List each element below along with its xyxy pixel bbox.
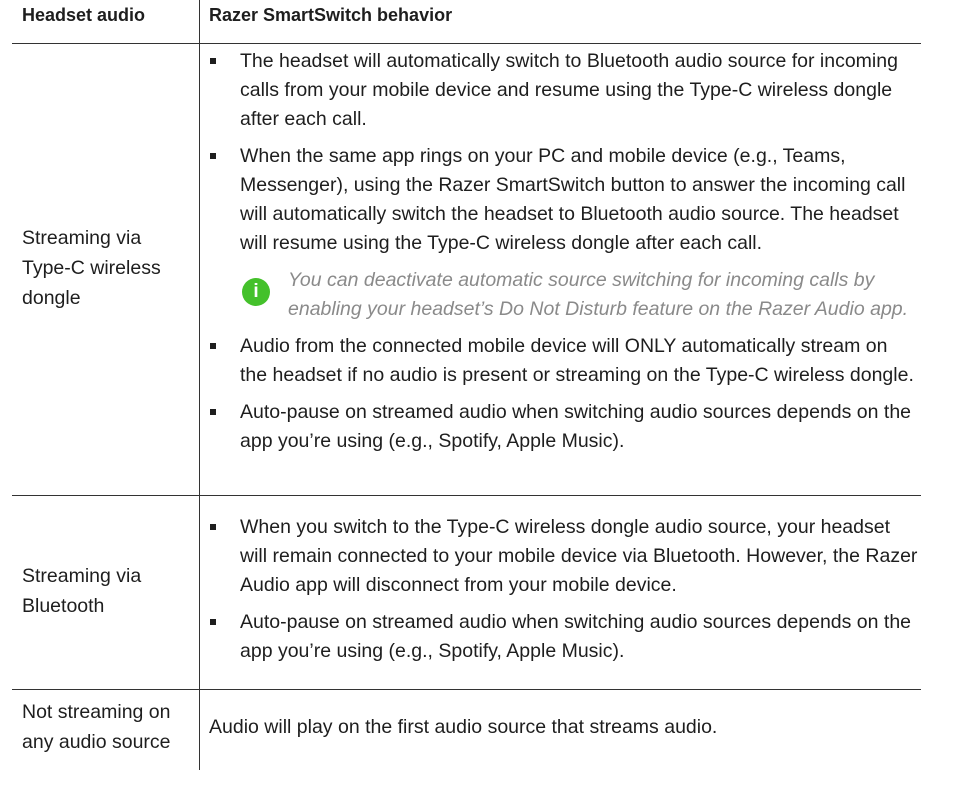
row-label-line: dongle bbox=[22, 287, 81, 309]
list-item: Auto-pause on streamed audio when switching audio sources depends on the app you’re using (e.g., Spotify, Apple Music). bbox=[209, 398, 919, 456]
row-label-not-streaming bbox=[22, 697, 192, 757]
bullet-list bbox=[209, 513, 919, 666]
row-behavior-type-c bbox=[209, 47, 919, 456]
smartswitch-table bbox=[12, 0, 921, 770]
info-note bbox=[209, 266, 919, 324]
row-label-line: Type-C wireless bbox=[22, 257, 161, 279]
bullet-square-icon bbox=[210, 409, 216, 415]
row-label-line: Streaming via bbox=[22, 565, 142, 587]
info-icon: i bbox=[242, 278, 270, 306]
column-header-smartswitch-behavior: Razer SmartSwitch behavior bbox=[209, 5, 453, 25]
bullet-square-icon bbox=[210, 619, 216, 625]
row-label-line: any audio source bbox=[22, 731, 171, 753]
bullet-list bbox=[209, 332, 919, 456]
row-label-bluetooth bbox=[22, 561, 192, 621]
bullet-list bbox=[209, 47, 919, 258]
row-behavior-bluetooth bbox=[209, 513, 919, 666]
list-item: When you switch to the Type-C wireless dongle audio source, your headset will remain connected to your mobile device via Bluetooth. However, the Razer Audio app will disconnect from your mobile device. bbox=[209, 513, 919, 600]
column-header-headset-audio: Headset audio bbox=[22, 5, 146, 25]
row-label-line: Bluetooth bbox=[22, 595, 105, 617]
bullet-square-icon bbox=[210, 153, 216, 159]
bullet-square-icon bbox=[210, 524, 216, 530]
row-label-line: Streaming via bbox=[22, 227, 142, 249]
column-divider bbox=[199, 0, 200, 770]
bullet-square-icon bbox=[210, 343, 216, 349]
list-item: Auto-pause on streamed audio when switching audio sources depends on the app you’re using (e.g., Spotify, Apple Music). bbox=[209, 608, 919, 666]
header-rule bbox=[12, 43, 921, 44]
row-label-line: Not streaming on bbox=[22, 701, 171, 723]
row-behavior-not-streaming: Audio will play on the first audio source that streams audio. bbox=[209, 716, 718, 738]
list-item: Audio from the connected mobile device will ONLY automatically stream on the headset if no audio is present or streaming on the Type-C wireless dongle. bbox=[209, 332, 919, 390]
list-item: When the same app rings on your PC and mobile device (e.g., Teams, Messenger), using the Razer SmartSwitch button to answer the incoming call will automatically switch the headset to Bluetooth audio source. The headset will resume using the Type-C wireless dongle after each call. bbox=[209, 142, 919, 258]
bullet-square-icon bbox=[210, 58, 216, 64]
info-note-text: You can deactivate automatic source switching for incoming calls by enabling your headset’s Do Not Disturb feature on the Razer Audio app. bbox=[288, 269, 909, 320]
row-divider-2 bbox=[12, 689, 921, 690]
row-divider-1 bbox=[12, 495, 921, 496]
row-label-type-c bbox=[22, 223, 192, 313]
list-item: The headset will automatically switch to Bluetooth audio source for incoming calls from your mobile device and resume using the Type-C wireless dongle after each call. bbox=[209, 47, 919, 134]
